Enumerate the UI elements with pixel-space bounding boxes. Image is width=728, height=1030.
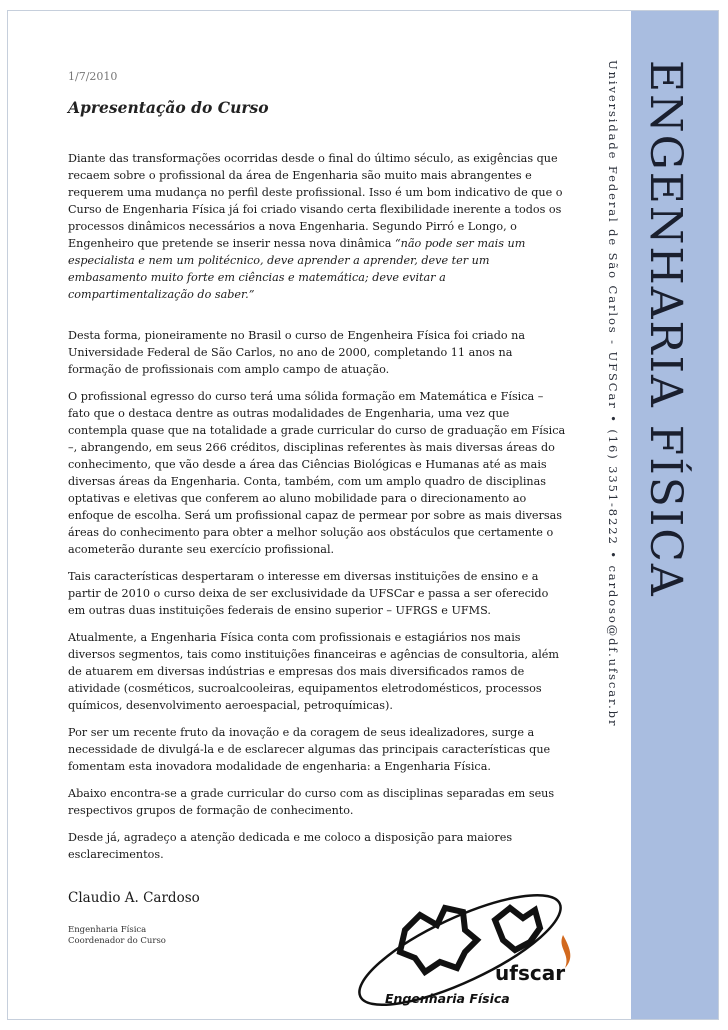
contact-info-vertical: Universidade Federal de São Carlos - UFSCar • (16) 3351-8222 • cardoso@df.ufscar.br <box>606 60 620 728</box>
paragraph-5: Atualmente, a Engenharia Física conta com profissionais e estagiários nos mais diversos segmentos, tais como instituições financeiras e agências de consultoria, além de atuarem em diversas indústrias e empresas dos mais diversificados ramos de atividade (cosméticos, sucroalcooleiras, equipamentos eletrodomésticos, processos químicos, desenvolvimento aeroespacial, petroquímicas). <box>68 631 560 712</box>
letter-date: 1/7/2010 <box>68 70 118 83</box>
quote: “não pode ser mais um especialista e nem um politécnico, deve aprender a aprender, deve ter um embasamento muito forte em ciências e matemática; deve evitar a compartimentalização do saber.” <box>68 237 526 301</box>
signature-line-1: Engenharia Física <box>68 925 147 935</box>
paragraph-2: Desta forma, pioneiramente no Brasil o curso de Engenheira Física foi criado na Universidade Federal de São Carlos, no ano de 2000, completando 11 anos na formação de profissionais com amplo campo de atuação. <box>68 329 526 376</box>
paragraph-4: Tais características despertaram o interesse em diversas instituições de ensino e a partir de 2010 o curso deixa de ser exclusividade da UFSCar e passa a ser oferecido em outras duas instituições federais de ensino superior – UFRGS e UFMS. <box>68 570 549 617</box>
signature-line-2: Coordenador do Curso <box>68 936 166 946</box>
signature-name: Claudio A. Cardoso <box>68 890 200 906</box>
paragraph-8: Desde já, agradeço a atenção dedicada e me coloco a disposição para maiores esclarecimentos. <box>68 831 513 861</box>
ufscar-wordmark: ufscar <box>495 961 566 985</box>
paragraph-1 <box>68 150 568 303</box>
paragraph-6: Por ser um recente fruto da inovação e da coragem de seus idealizadores, surge a necessidade de divulgá-la e de esclarecer algumas das principais características que fomentam esta inovadora modalidade de engenharia: a Engenharia Física. <box>68 726 551 773</box>
letter-body <box>68 150 568 873</box>
paragraph-1-text: Diante das transformações ocorridas desde o final do último século, as exigências que recaem sobre o profissional da área de Engenharia são muito mais abrangentes e requerem uma mudança no perfil deste profissional. Isso é um bom indicativo de que o Curso de Engenharia Física já foi criado visando certa flexibilidade inerente a todos os processos dinâmicos necessários a nova Engenharia. Segundo Pirró e Longo, o Engenheiro que pretende se inserir nessa nova dinâmica <box>68 152 563 250</box>
paragraph-3: O profissional egresso do curso terá uma sólida formação em Matemática e Física – fato que o destaca dentre as outras modalidades de Engenharia, uma vez que contempla quase que na totalidade a grade curricular do curso de graduação em Física –, abrangendo, em seus 266 créditos, disciplinas referentes às mais diversas áreas do conhecimento, que vão desde a área das Ciências Biológicas e Humanas até as mais diversas áreas da Engenharia. Conta, também, com um amplo quadro de disciplinas optativas e eletivas que conferem ao aluno mobilidade para o direcionamento ao enfoque de escolha. Será um profissional capaz de permear por sobre as mais diversas áreas do conhecimento para obter a melhor solução aos obstáculos que certamente o acometerão durante seu exercício profissional. <box>68 390 566 556</box>
course-name-vertical: ENGENHARIA FÍSICA <box>640 60 691 598</box>
page-title: Apresentação do Curso <box>68 98 269 117</box>
paragraph-7: Abaixo encontra-se a grade curricular do curso com as disciplinas separadas em seus respectivos grupos de formação de conhecimento. <box>68 787 555 817</box>
logo-caption: Engenharia Física <box>385 991 510 1006</box>
signature-role <box>68 925 166 947</box>
